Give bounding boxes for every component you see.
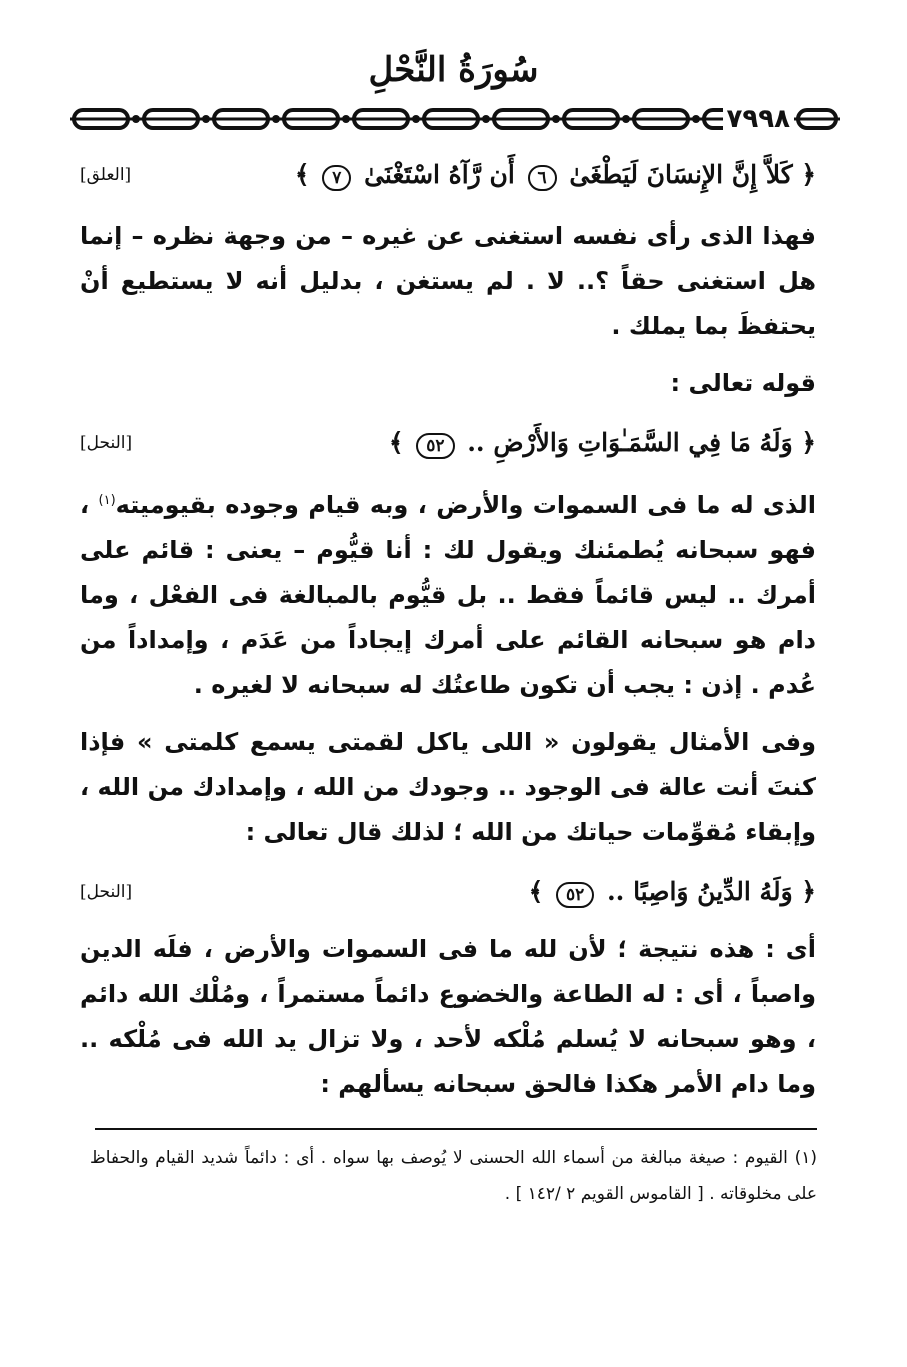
paragraph [80,478,816,708]
paragraph-text: ، فهو سبحانه يُطمئنك ويقول لك : أنا قيُّوم – يعنى : قائم على أمرك .. ليس قائماً فقط .. بل قيُّوم بالمبالغة فى الفعْل ، وما دام هو سبحانه القائم على أمرك إيجاداً من عَدَم ، وإمداداً من عُدم . إذن : يجب أن تكون طاعتُك له سبحانه لا لغيره . [80,491,816,699]
verse-number: ٦ [528,165,557,191]
surah-reference: [النحل] [80,433,133,453]
quran-verse [295,160,816,191]
quran-verse [389,428,816,459]
surah-reference: [العلق] [80,165,132,185]
decorative-chain-border [70,102,840,136]
verse-text-b: أَن رَّآهُ اسْتَغْنَىٰ [364,159,515,189]
verse-close-bracket: ﴾ [528,876,544,906]
paragraph-text: الذى له ما فى السموات والأرض ، وبه قيام وجوده بقيوميته [115,491,816,519]
paragraph: وفى الأمثال يقولون « اللى ياكل لقمتى يسمع كلمتى » فإذا كنتَ أنت عالة فى الوجود .. وجودك من الله ، وإمدادك من الله ، وإبقاء مُقوِّمات حياتك من الله ؛ لذلك قال تعالى : [80,728,816,846]
paragraph: فهذا الذى رأى نفسه استغنى عن غيره – من وجهة نظره – إنما هل استغنى حقاً ؟.. لا . لم يستغن ، بدليل أنه لا يستطيع أنْ يحتفظَ بما يملك . [80,222,816,340]
verse-text: ﴿ وَلَهُ مَا فِي السَّمَـٰوَاتِ وَالأَرْضِ .. [467,427,816,457]
paragraph: قوله تعالى : [670,369,816,397]
verse-number: ٧ [322,165,351,191]
paragraph: أى : هذه نتيجة ؛ لأن لله ما فى السموات والأرض ، فلَه الدين واصباً ، أى : له الطاعة والخضوع دائماً مستمراً ، ومُلْك الله دائم ، وهو سبحانه لا يُسلم مُلْكه لأحد ، ولا تزال يد الله فى مُلْكه .. وما دام الأمر هكذا فالحق سبحانه يسألهم : [80,935,816,1098]
surah-title: سُورَةُ النَّحْلِ [368,50,539,90]
verse-text: ﴿ وَلَهُ الدِّينُ وَاصِبًا .. [606,876,816,906]
surah-reference: [النحل] [80,882,133,902]
page-body [80,150,816,1119]
quran-verse [529,877,816,908]
verse-line-3 [80,867,816,917]
page-number: ٧٩٩٨ [723,102,794,136]
footnote-divider [95,1128,817,1130]
verse-line-1 [80,150,816,200]
footnote: (١) القيوم : صيغة مبالغة من أسماء الله الحسنى لا يُوصف بها سواه . أى : دائماً شديد القيام والحفاظ على مخلوقاته . [ القاموس القويم ٢ /١٤٢ ] . [90,1148,817,1204]
verse-number: ٥٢ [416,433,454,459]
verse-close-bracket: ﴾ [388,427,404,457]
verse-number: ٥٢ [556,882,594,908]
footnote-marker: (١) [98,493,116,508]
verse-text-a: ﴿ كَلاَّ إِنَّ الإِنسَانَ لَيَطْغَىٰ [569,159,816,189]
verse-line-2 [80,418,816,468]
verse-close-bracket: ﴾ [294,159,310,189]
